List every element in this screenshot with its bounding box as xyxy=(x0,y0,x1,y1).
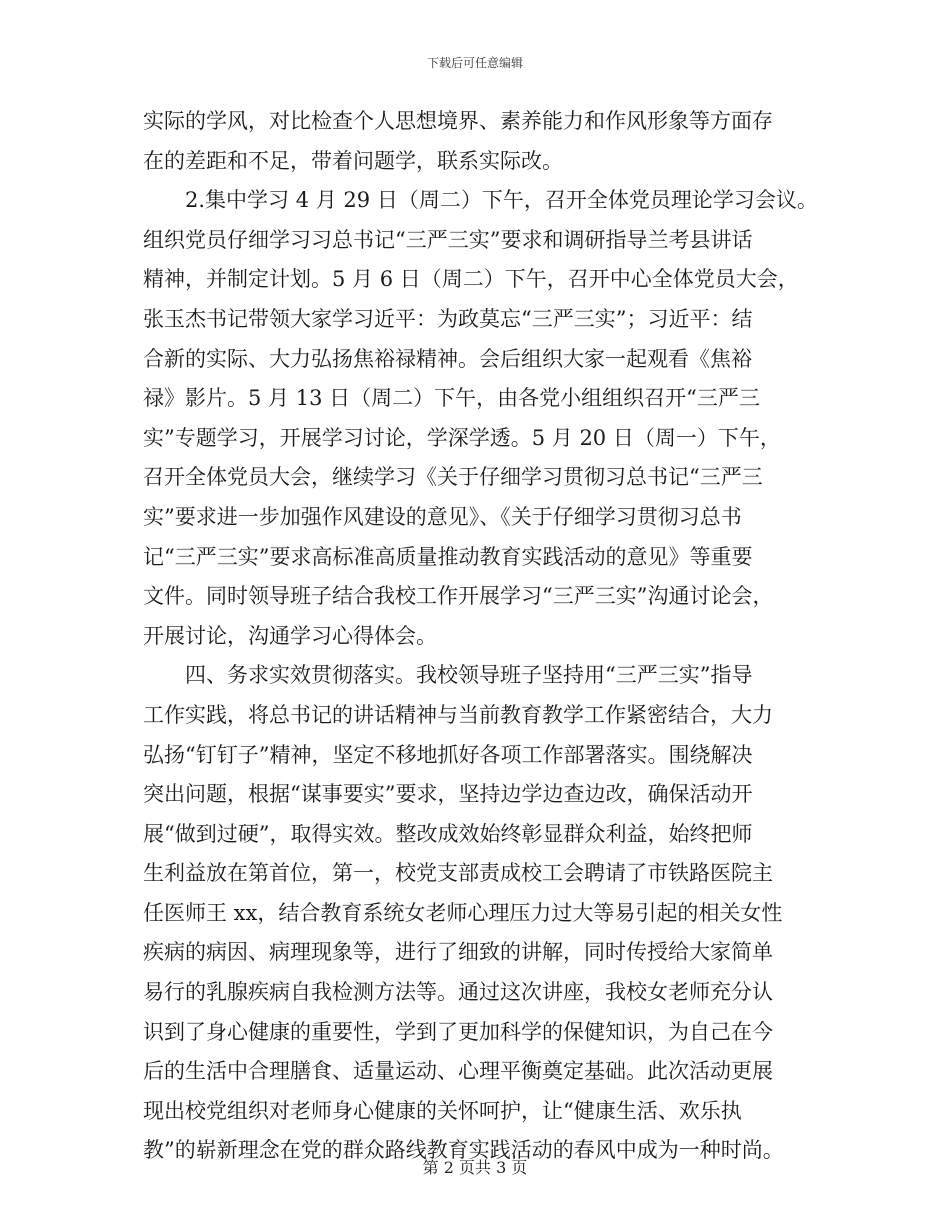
text-line: 文件。同时领导班子结合我校工作开展学习“三严三实”沟通讨论会， xyxy=(143,584,774,609)
text-line: 弘扬“钉钉子”精神，坚定不移地抓好各项工作部署落实。围绕解决 xyxy=(143,742,753,767)
text-line: 实”专题学习，开展学习讨论，学深学透。5 月 20 日（周一）下午， xyxy=(143,425,781,450)
text-line: 现出校党组织对老师身心健康的关怀呵护，让“健康生活、欢乐执 xyxy=(143,1098,742,1123)
text-line: 四、务求实效贯彻落实。我校领导班子坚持用“三严三实”指导 xyxy=(185,663,753,688)
text-line: 疾病的病因、病理现象等，进行了细致的讲解，同时传授给大家简单 xyxy=(143,940,773,965)
text-line: 2.集中学习 4 月 29 日（周二）下午，召开全体党员理论学习会议。 xyxy=(185,188,818,213)
text-line: 工作实践，将总书记的讲话精神与当前教育教学工作紧密结合，大力 xyxy=(143,702,773,727)
page-number: 第 2 页共 3 页 xyxy=(422,1158,528,1177)
text-line: 展“做到过硬”，取得实效。整改成效始终彰显群众利益，始终把师 xyxy=(143,821,753,846)
text-line: 实”要求进一步加强作风建设的意见》、《关于仔细学习贯彻习总书 xyxy=(143,504,742,529)
text-line: 禄》影片。5 月 13 日（周二）下午，由各党小组组织召开“三严三 xyxy=(143,386,760,411)
text-line: 生利益放在第首位，第一，校党支部责成校工会聘请了市铁路医院主 xyxy=(143,861,773,886)
text-line: 召开全体党员大会，继续学习《关于仔细学习贯彻习总书记“三严三 xyxy=(143,465,763,490)
text-line: 合新的实际、大力弘扬焦裕禄精神。会后组织大家一起观看《焦裕 xyxy=(143,346,752,371)
text-line: 突出问题，根据“谋事要实”要求，坚持边学边查边改，确保活动开 xyxy=(143,782,753,807)
text-line: 精神，并制定计划。5 月 6 日（周二）下午，召开中心全体党员大会， xyxy=(143,267,799,292)
text-line: 易行的乳腺疾病自我检测方法等。通过这次讲座，我校女老师充分认 xyxy=(143,980,773,1005)
text-line: 后的生活中合理膳食、适量运动、心理平衡奠定基础。此次活动更展 xyxy=(143,1059,773,1084)
text-line: 在的差距和不足，带着问题学，联系实际改。 xyxy=(143,148,563,173)
text-line: 记“三严三实”要求高标准高质量推动教育实践活动的意见》等重要 xyxy=(143,544,753,569)
text-line: 实际的学风，对比检查个人思想境界、素养能力和作风形象等方面存 xyxy=(143,109,773,133)
document-body xyxy=(143,102,818,1171)
text-line: 张玉杰书记带领大家学习近平：为政莫忘“三严三实”；习近平：结 xyxy=(143,306,753,331)
text-line: 教”的崭新理念在党的群众路线教育实践活动的春风中成为一种时尚。 xyxy=(143,1138,784,1163)
header-note: 下载后可任意编辑 xyxy=(426,56,523,70)
text-line: 任医师王 xx，结合教育系统女老师心理压力过大等易引起的相关女性 xyxy=(143,900,783,925)
text-line: 开展讨论，沟通学习心得体会。 xyxy=(143,623,437,648)
text-line: 组织党员仔细学习习总书记“三严三实”要求和调研指导兰考县讲话 xyxy=(143,227,753,252)
text-line: 识到了身心健康的重要性，学到了更加科学的保健知识，为自己在今 xyxy=(143,1019,773,1044)
